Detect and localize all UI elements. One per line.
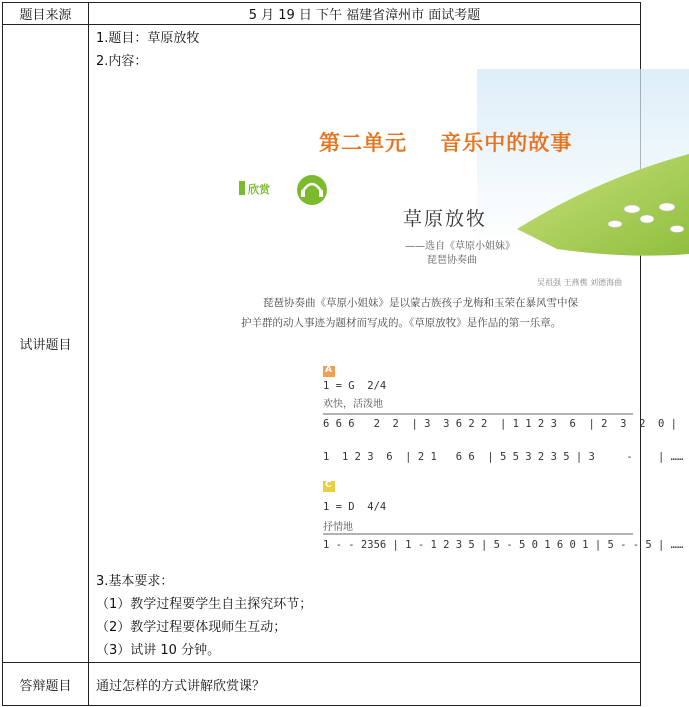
trial-row (3, 25, 641, 663)
requirements-title: 3.基本要求： (96, 574, 174, 589)
part-a-key: 1 = G 2/4 (323, 380, 387, 392)
header-row (3, 3, 641, 25)
question-table (2, 2, 684, 706)
part-a-mood: 欢快，活泼地 (323, 399, 383, 410)
topic-line: 1.题目：草原放牧 (96, 31, 200, 46)
requirement-3: （3）试讲 10 分钟。 (96, 643, 221, 658)
part-b-score-row: 1 - - 2356 | 1 - 1 2 3 5 | 5 - 5 0 1 6 0 1 | 5 - - 5 | …… (323, 539, 684, 551)
requirement-2: （2）教学过程要体现师生互动； (96, 620, 287, 635)
part-b-mood: 抒情地 (323, 522, 353, 533)
song-source: ——选自《草原小姐妹》 (405, 241, 515, 252)
intro-line-1: 琵琶协奏曲《草原小姐妹》是以蒙古族孩子龙梅和玉荣在暴风雪中保 (263, 297, 578, 309)
content-label: 2.内容： (96, 54, 148, 69)
unit-title: 第二单元 音乐中的故事 (319, 131, 573, 155)
part-b-key: 1 = D 4/4 (323, 501, 387, 513)
song-title: 草原放牧 (403, 208, 488, 230)
textbook-page-image (177, 69, 689, 559)
song-genre: 琵琶协奏曲 (427, 255, 477, 266)
section-tag: 欣赏 (248, 183, 270, 196)
defense-row (3, 663, 641, 706)
part-a-mark: A (325, 365, 332, 375)
part-a-score-row-2: 1 1 2 3 6 | 2 1 6 6 | 5 5 3 2 3 5 | 3 - | …… (323, 451, 684, 463)
requirement-1: （1）教学过程要学生自主探究环节； (96, 597, 313, 612)
composers: 吴祖强 王燕樵 刘德海曲 (537, 278, 623, 287)
trial-content (89, 25, 684, 663)
defense-question: 通过怎样的方式讲解欣赏课？ (89, 663, 641, 706)
defense-label: 答辩题目 (3, 663, 89, 706)
intro-line-2: 护羊群的动人事迹为题材而写成的。《草原放牧》是作品的第一乐章。 (241, 317, 562, 329)
source-value: 5 月 19 日 下午 福建省漳州市 面试考题 (89, 3, 641, 25)
source-label: 题目来源 (3, 3, 89, 25)
part-a-score-row-1: 6 6 6 2 2 | 3 3 6 2 2 | 1 1 2 3 6 | 2 3 2 0 | (323, 418, 678, 430)
part-b-mark: C (325, 480, 332, 490)
trial-label: 试讲题目 (3, 25, 89, 663)
